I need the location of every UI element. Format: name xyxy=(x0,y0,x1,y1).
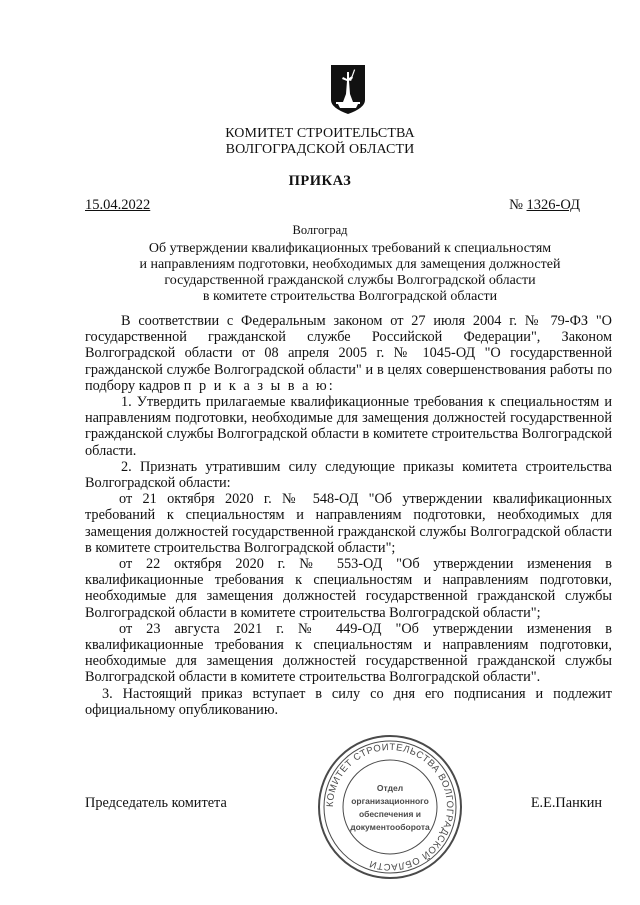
stamp-center-line: организационного xyxy=(351,796,429,806)
organization-name-line1: КОМИТЕТ СТРОИТЕЛЬСТВА xyxy=(225,126,415,141)
number-sign: № xyxy=(509,197,523,213)
subject-line: государственной гражданской службы Волгоградской области xyxy=(164,273,536,288)
order-word: п р и к а з ы в а ю: xyxy=(183,377,335,394)
official-stamp-seal xyxy=(316,733,464,881)
number-value: 1326-ОД xyxy=(526,197,580,213)
item-2c: от 23 августа 2021 г. № 449-ОД "Об утверждении изменения в квалификационные требования к специальностям и направлениям подготовки, необходимые для замещения должностей государственной гражданской службы Волгоградской области в комитете строительства Волгоградской области". xyxy=(85,620,612,686)
item-2a: от 21 октября 2020 г. № 548-ОД "Об утверждении квалификационных требований к специальностям и направлениям подготовки, необходимых для замещения должностей государственной гражданской службы Волгоградской области в комитете строительства Волгоградской области"; xyxy=(85,491,612,556)
document-type-title: ПРИКАЗ xyxy=(288,173,352,189)
signatory-title: Председатель комитета xyxy=(85,795,227,811)
document-date: 15.04.2022 xyxy=(85,197,151,213)
organization-name-line2: ВОЛГОГРАДСКОЙ ОБЛАСТИ xyxy=(225,142,415,157)
stamp-center-line: Отдел xyxy=(376,783,404,793)
subject-line: и направлениям подготовки, необходимых для замещения должностей xyxy=(139,257,561,272)
preamble-text: В соответствии с Федеральным законом от 27 июля 2004 г. № 79-ФЗ "О государственной гражданской службе Российской Федерации", Законом Волгоградской области от 08 апреля 2005 г. № 1045-ОД "О государственной гражданской службе Волгоградской области" и в целях совершенствования работы по подбору кадров xyxy=(85,313,612,394)
stamp-ring-text: КОМИТЕТ СТРОИТЕЛЬСТВА ВОЛГОГРАДСКОЙ ОБЛАСТИ xyxy=(324,741,456,873)
document-city: Волгоград xyxy=(292,223,348,237)
document-subject xyxy=(90,241,610,305)
coat-of-arms-emblem xyxy=(330,64,366,115)
subject-line: в комитете строительства Волгоградской области xyxy=(202,289,498,304)
signatory-name: Е.Е.Панкин xyxy=(530,795,602,811)
item-3: 3. Настоящий приказ вступает в силу со дня его подписания и подлежит официальному опубликованию. xyxy=(85,685,612,718)
subject-line: Об утверждении квалификационных требований к специальностям xyxy=(148,241,552,256)
document-body xyxy=(85,313,612,718)
preamble-paragraph xyxy=(85,313,612,394)
stamp-center-line: документооборота xyxy=(350,822,430,832)
stamp-center-line: обеспечения и xyxy=(358,809,422,819)
item-2: 2. Признать утратившим силу следующие приказы комитета строительства Волгоградской области: xyxy=(85,458,612,492)
item-1: 1. Утвердить прилагаемые квалификационные требования к специальностям и направлениям подготовки, необходимые для замещения должностей государственной гражданской службы Волгоградской области в комитете строительства Волгоградской области. xyxy=(85,394,612,459)
document-number xyxy=(509,197,580,214)
svg-text:КОМИТЕТ СТРОИТЕЛЬСТВА ВОЛГОГРА xyxy=(325,742,455,872)
item-2b: от 22 октября 2020 г. № 553-ОД "Об утверждении изменения в квалификационные требования к специальностям и направлениям подготовки, необходимые для замещения должностей государственной гражданской службы Волгоградской области в комитете строительства Волгоградской области"; xyxy=(85,556,612,621)
